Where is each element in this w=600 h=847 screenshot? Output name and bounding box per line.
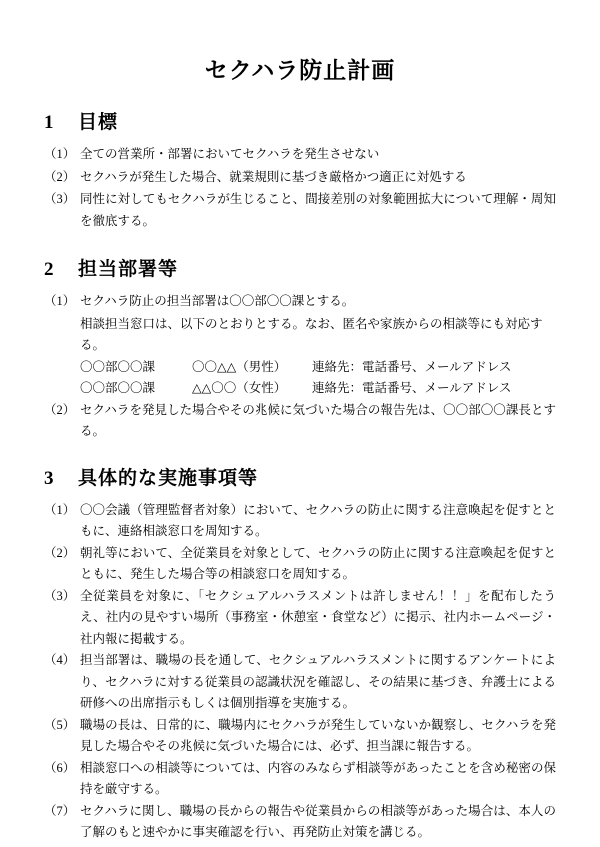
list-item-text: 職場の長は、日常的に、職場内にセクハラが発生していないか観察し、セクハラを発見した場合やその兆候に気づいた場合には、必ず、担当課に報告する。 — [80, 717, 556, 753]
contact-name: △△〇〇（女性） — [192, 381, 287, 395]
list-item — [44, 500, 556, 543]
contact-row — [80, 357, 556, 379]
list-item-text: 担当部署は、職場の長を通して、セクシュアルハラスメントに関するアンケートにより、セクハラに対する従業員の認識状況を確認し、その結果に基づき、弁護士による研修への出席指示もしくは個別指導を実施する。 — [80, 653, 556, 710]
contact-office: 〇〇部〇〇課 — [80, 381, 156, 395]
page-title: セクハラ防止計画 — [204, 58, 396, 83]
contact-name: 〇〇△△（男性） — [192, 359, 287, 374]
section-heading — [44, 254, 556, 281]
section-title: 担当部署等 — [78, 259, 179, 280]
list-item-text: 同性に対してもセクハラが生じること、間接差別の対象範囲拡大について理解・周知を徹底する。 — [80, 192, 556, 228]
section-spacer — [44, 236, 556, 254]
section-goals — [44, 107, 556, 232]
section-title: 具体的な実施事項等 — [78, 467, 259, 489]
contact-office: 〇〇部〇〇課 — [80, 359, 156, 374]
list-item-number: （4） — [44, 653, 76, 667]
list-item-text: 相談窓口への相談等については、内容のみならず相談等があったことを含め秘密の保持を厳守する。 — [80, 760, 556, 796]
list-item — [44, 543, 556, 586]
list-item-number: （3） — [44, 192, 76, 206]
list-item-text: セクハラ防止の担当部署は〇〇部〇〇課とする。 — [80, 294, 355, 308]
section-heading — [44, 463, 556, 490]
list-item — [44, 650, 556, 715]
list-item — [44, 758, 556, 801]
list-item-number: （1） — [44, 502, 76, 517]
list-item-text: セクハラを発見した場合やその兆候に気づいた場合の報告先は、〇〇部〇〇課長とする。 — [80, 402, 556, 438]
list-item-text: 全従業員を対象に、「セクシュアルハラスメントは許しません！！」を配布したうえ、社内の見やすい場所（事務室・休憩室・食堂など）に掲示、社内ホームページ・社内報に掲載する。 — [80, 588, 556, 646]
list-item-number: （1） — [44, 147, 76, 161]
list-item — [44, 189, 556, 232]
list-item-text: 朝礼等において、全従業員を対象として、セクハラの防止に関する注意喚起を促すとともに、発生した場合等の相談窓口を周知する。 — [80, 545, 556, 581]
list-item — [44, 400, 556, 443]
list-item — [44, 144, 556, 166]
list-item-text: セクハラに関し、職場の長からの報告や従業員からの相談等があった場合は、本人の了解のもと速やかに事実確認を行い、再発防止対策を講じる。 — [80, 803, 556, 839]
list-item-text: セクハラが発生した場合、就業規則に基づき厳格かつ適正に対処する — [80, 169, 467, 184]
list-item — [44, 291, 556, 313]
list-item-number: （2） — [44, 169, 76, 184]
section-implementation — [44, 463, 556, 844]
list-item-text: 〇〇会議（管理監督者対象）において、セクハラの防止に関する注意喚起を促すとともに、連絡相談窓口を周知する。 — [80, 502, 556, 538]
list-item — [44, 801, 556, 844]
list-item-number: （2） — [44, 402, 76, 417]
section-heading — [44, 107, 556, 134]
list-item-number: （6） — [44, 760, 76, 775]
list-item-number: （2） — [44, 545, 76, 560]
list-item-text: 全ての営業所・部署においてセクハラを発生させない — [80, 147, 380, 161]
section-title: 目標 — [78, 112, 119, 133]
sub-line: 相談担当窓口は、以下のとおりとする。なお、匿名や家族からの相談等にも対応する。 — [80, 316, 543, 352]
list-item-number: （1） — [44, 294, 76, 308]
list-item-number: （5） — [44, 717, 76, 732]
list-item-number: （7） — [44, 803, 76, 818]
section-number: 2 — [44, 259, 54, 280]
section-number: 1 — [44, 112, 54, 133]
section-spacer — [44, 447, 556, 463]
contact-detail: 連絡先：電話番号、メールアドレス — [312, 359, 512, 374]
contact-row — [80, 378, 556, 400]
list-item — [44, 167, 556, 189]
section-number: 3 — [44, 467, 54, 489]
contact-detail: 連絡先：電話番号、メールアドレス — [312, 381, 512, 395]
list-item — [44, 715, 556, 758]
section-responsible-department — [44, 254, 556, 443]
list-item-number: （3） — [44, 588, 76, 603]
list-item — [44, 586, 556, 651]
